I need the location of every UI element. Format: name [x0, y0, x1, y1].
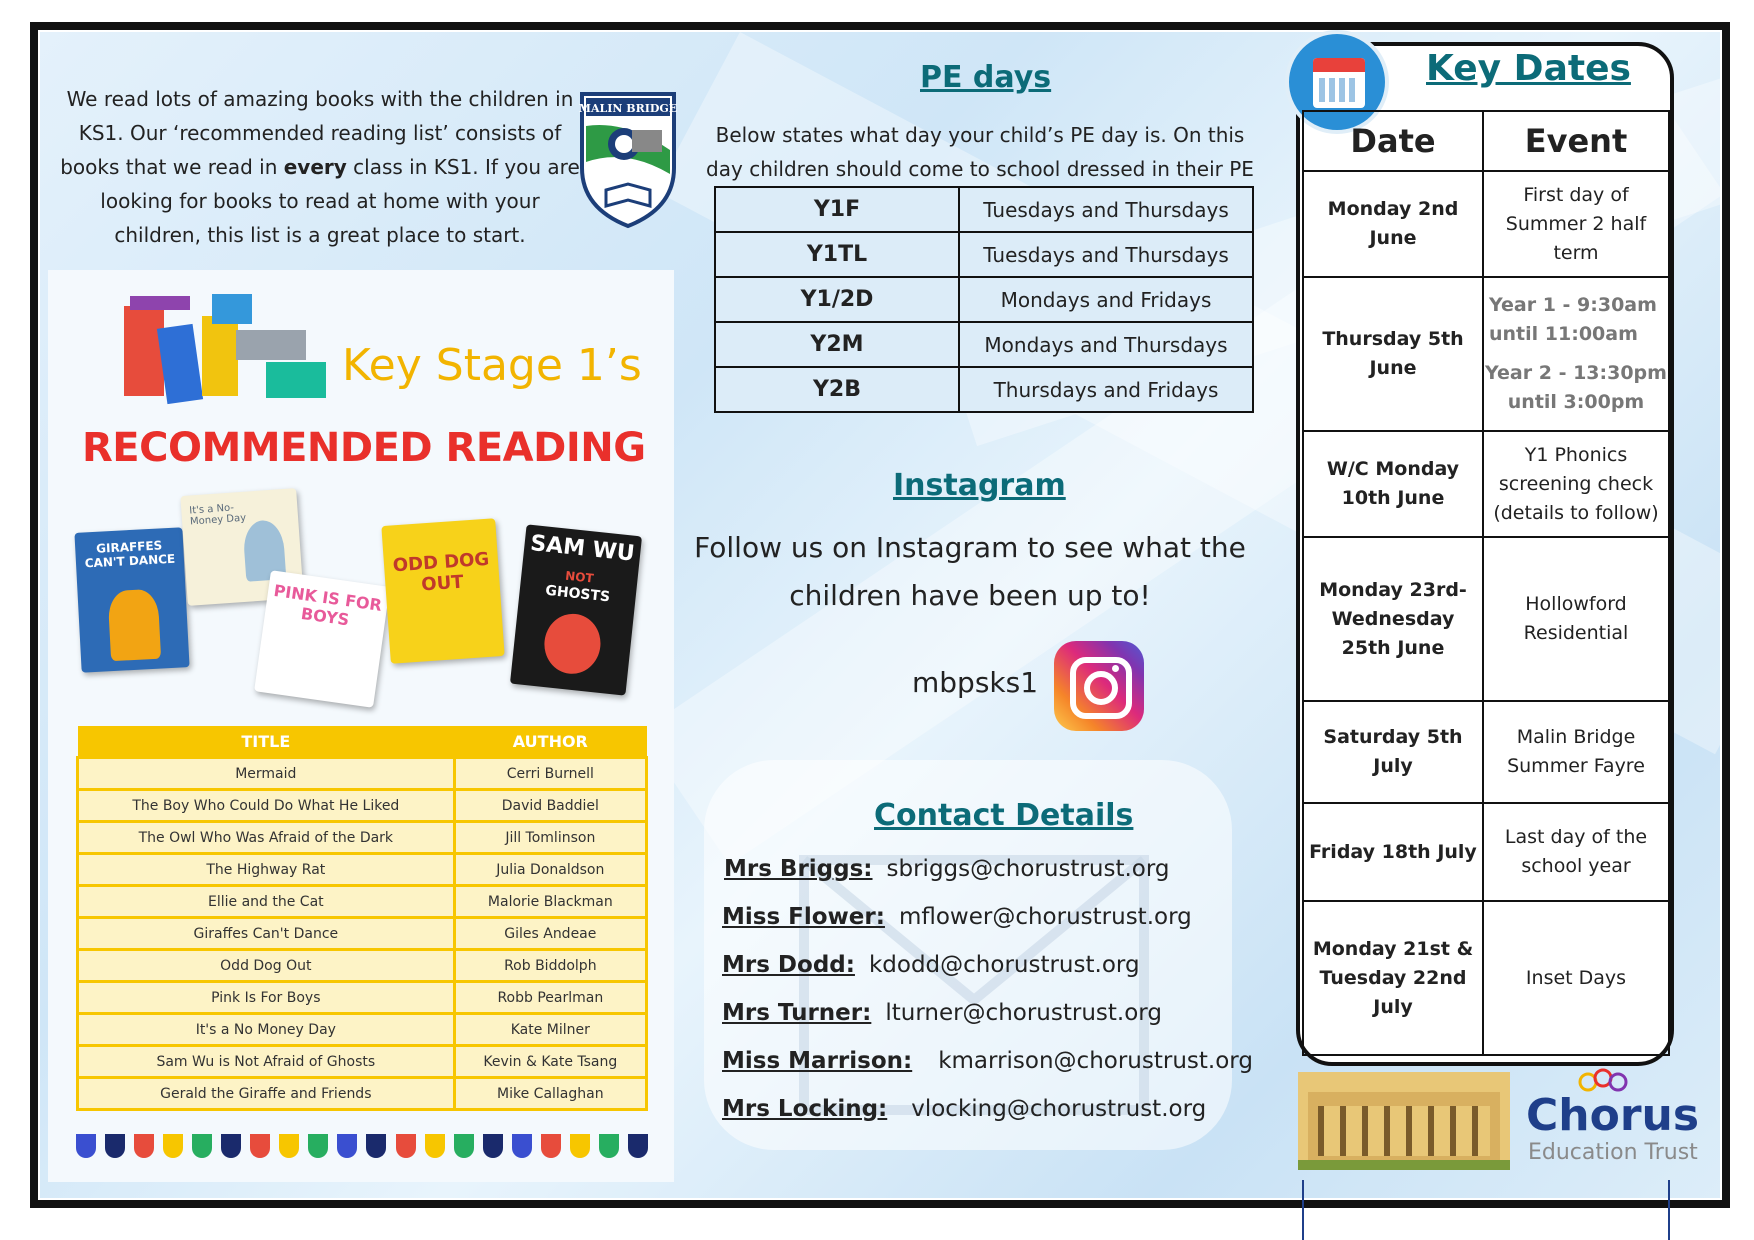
- table-row: [715, 232, 1253, 277]
- reading-list-header-title: TITLE: [78, 726, 455, 758]
- recommended-reading-title: RECOMMENDED READING: [82, 425, 646, 471]
- table-row: [78, 854, 647, 886]
- contact-name: Mrs Turner:: [722, 1000, 872, 1026]
- key-dates-heading: Key Dates: [1426, 48, 1631, 89]
- table-row: [1303, 537, 1669, 701]
- table-row: [715, 187, 1253, 232]
- pe-days: Tuesdays and Thursdays: [959, 232, 1253, 277]
- book-title: Odd Dog Out: [78, 950, 455, 982]
- event-cell: Inset Days: [1483, 901, 1669, 1055]
- contact-item: [722, 904, 1192, 930]
- contact-name: Mrs Locking:: [722, 1096, 888, 1122]
- instagram-text: Follow us on Instagram to see what the children have been up to!: [694, 531, 1246, 612]
- pe-class: Y1TL: [715, 232, 959, 277]
- book-cover-pink-is-for-boys: PINK IS FOR BOYS: [254, 570, 390, 708]
- contact-heading: Contact Details: [874, 798, 1134, 833]
- table-row: [1303, 803, 1669, 901]
- table-row: [78, 822, 647, 854]
- divider: [1302, 1180, 1304, 1240]
- contact-name: Miss Flower:: [722, 904, 885, 930]
- table-row: [78, 918, 647, 950]
- key-stage-title: Key Stage 1’s: [342, 340, 642, 391]
- table-row: [715, 277, 1253, 322]
- book-author: Giles Andeae: [454, 918, 646, 950]
- chorus-trust-name: Chorus: [1526, 1090, 1700, 1141]
- book-cover-sam-wu: SAM WU NOT GHOSTS: [510, 524, 642, 695]
- date-cell: Monday 2nd June: [1303, 171, 1483, 277]
- event-cell: Y1 Phonics screening check (details to follow): [1483, 431, 1669, 537]
- table-row: [1303, 901, 1669, 1055]
- contact-item: [724, 856, 1170, 882]
- pe-class: Y2M: [715, 322, 959, 367]
- date-cell: Monday 23rd-Wednesday 25th June: [1303, 537, 1483, 701]
- book-cover-giraffes: GIRAFFES CAN'T DANCE: [74, 527, 189, 672]
- date-cell: Monday 21st & Tuesday 22nd July: [1303, 901, 1483, 1055]
- book-title: Sam Wu is Not Afraid of Ghosts: [78, 1046, 455, 1078]
- table-row: [78, 1046, 647, 1078]
- bunting-decoration: [76, 1134, 648, 1160]
- book-author: Julia Donaldson: [454, 854, 646, 886]
- book-author: Mike Callaghan: [454, 1078, 646, 1110]
- table-row: [715, 322, 1253, 367]
- event-cell: Last day of the school year: [1483, 803, 1669, 901]
- event-cell: Hollowford Residential: [1483, 537, 1669, 701]
- table-row: [78, 886, 647, 918]
- contact-item: [722, 1000, 1162, 1026]
- book-cover-no-money-day: It's a No-Money Day: [180, 488, 303, 606]
- book-title: Mermaid: [78, 758, 455, 790]
- table-row: [1303, 701, 1669, 803]
- instagram-handle[interactable]: mbpsks1: [912, 666, 1039, 699]
- event-cell: Year 1 - 9:30am until 11:00am Year 2 - 13:30pm until 3:00pm: [1483, 277, 1669, 431]
- intro-text: We read lots of amazing books with the children in KS1. Our ‘recommended reading list’ consists of books that we read in every class in KS1. If you are looking for books to read at home with your children, this list is a great place to start.: [60, 87, 580, 247]
- table-row: [1303, 171, 1669, 277]
- book-title: The Owl Who Was Afraid of the Dark: [78, 822, 455, 854]
- key-dates-table: [1302, 110, 1670, 1056]
- pe-days: Mondays and Thursdays: [959, 322, 1253, 367]
- chorus-logo-icon: [1578, 1066, 1628, 1092]
- pe-class: Y1/2D: [715, 277, 959, 322]
- reading-list-header-author: AUTHOR: [454, 726, 646, 758]
- table-row: [78, 790, 647, 822]
- book-author: Rob Biddolph: [454, 950, 646, 982]
- books-stack-icon: [116, 286, 332, 410]
- contact-name: Mrs Dodd:: [722, 952, 855, 978]
- book-title: Gerald the Giraffe and Friends: [78, 1078, 455, 1110]
- book-author: Cerri Burnell: [454, 758, 646, 790]
- crest-label: MALIN BRIDGE: [578, 102, 678, 115]
- contact-name: Mrs Briggs:: [724, 856, 873, 882]
- contact-email[interactable]: sbriggs@chorustrust.org: [886, 856, 1170, 882]
- pe-class: Y2B: [715, 367, 959, 412]
- event-cell: Malin Bridge Summer Fayre: [1483, 701, 1669, 803]
- pe-days-table: [714, 186, 1254, 413]
- table-row: [715, 367, 1253, 412]
- key-dates-header-event: Event: [1483, 111, 1669, 171]
- book-title: The Boy Who Could Do What He Liked: [78, 790, 455, 822]
- divider: [1668, 1180, 1670, 1240]
- table-row: [78, 758, 647, 790]
- school-crest-icon: [576, 90, 680, 230]
- date-cell: Friday 18th July: [1303, 803, 1483, 901]
- envelope-icon: [794, 850, 1154, 1120]
- date-cell: W/C Monday 10th June: [1303, 431, 1483, 537]
- contact-email[interactable]: kmarrison@chorustrust.org: [938, 1048, 1253, 1074]
- pe-days: Tuesdays and Thursdays: [959, 187, 1253, 232]
- book-author: Robb Pearlman: [454, 982, 646, 1014]
- book-author: David Baddiel: [454, 790, 646, 822]
- contact-email[interactable]: kdodd@chorustrust.org: [868, 952, 1140, 978]
- date-cell: Thursday 5th June: [1303, 277, 1483, 431]
- book-author: Jill Tomlinson: [454, 822, 646, 854]
- table-row: [78, 950, 647, 982]
- pe-class: Y1F: [715, 187, 959, 232]
- contact-name: Miss Marrison:: [722, 1048, 913, 1074]
- pe-description: Below states what day your child’s PE day is. On this day children should come to school dressed in their PE: [706, 123, 1254, 181]
- contact-email[interactable]: lturner@chorustrust.org: [885, 1000, 1162, 1026]
- instagram-heading: Instagram: [893, 468, 1066, 503]
- instagram-icon[interactable]: [1054, 641, 1144, 731]
- contact-item: [722, 1048, 1253, 1074]
- school-building-image: [1298, 1072, 1510, 1170]
- book-author: Kate Milner: [454, 1014, 646, 1046]
- contact-email[interactable]: mflower@chorustrust.org: [898, 904, 1192, 930]
- key-dates-header-date: Date: [1303, 111, 1483, 171]
- chorus-trust-subtitle: Education Trust: [1528, 1140, 1698, 1165]
- contact-item: [722, 1096, 1206, 1122]
- pe-days-heading: PE days: [920, 60, 1052, 95]
- book-author: Malorie Blackman: [454, 886, 646, 918]
- book-title: Giraffes Can't Dance: [78, 918, 455, 950]
- book-title: It's a No Money Day: [78, 1014, 455, 1046]
- contact-email[interactable]: vlocking@chorustrust.org: [911, 1096, 1207, 1122]
- pe-days: Thursdays and Fridays: [959, 367, 1253, 412]
- book-title: Pink Is For Boys: [78, 982, 455, 1014]
- event-cell: First day of Summer 2 half term: [1483, 171, 1669, 277]
- table-row: [78, 1014, 647, 1046]
- reading-list-table: [76, 726, 648, 1111]
- contact-item: [722, 952, 1140, 978]
- table-row: [1303, 431, 1669, 537]
- book-title: The Highway Rat: [78, 854, 455, 886]
- table-row: [78, 1078, 647, 1110]
- table-row: [78, 982, 647, 1014]
- book-cover-odd-dog-out: ODD DOG OUT: [381, 518, 504, 664]
- pe-days: Mondays and Fridays: [959, 277, 1253, 322]
- book-title: Ellie and the Cat: [78, 886, 455, 918]
- table-row: [1303, 277, 1669, 431]
- book-author: Kevin & Kate Tsang: [454, 1046, 646, 1078]
- date-cell: Saturday 5th July: [1303, 701, 1483, 803]
